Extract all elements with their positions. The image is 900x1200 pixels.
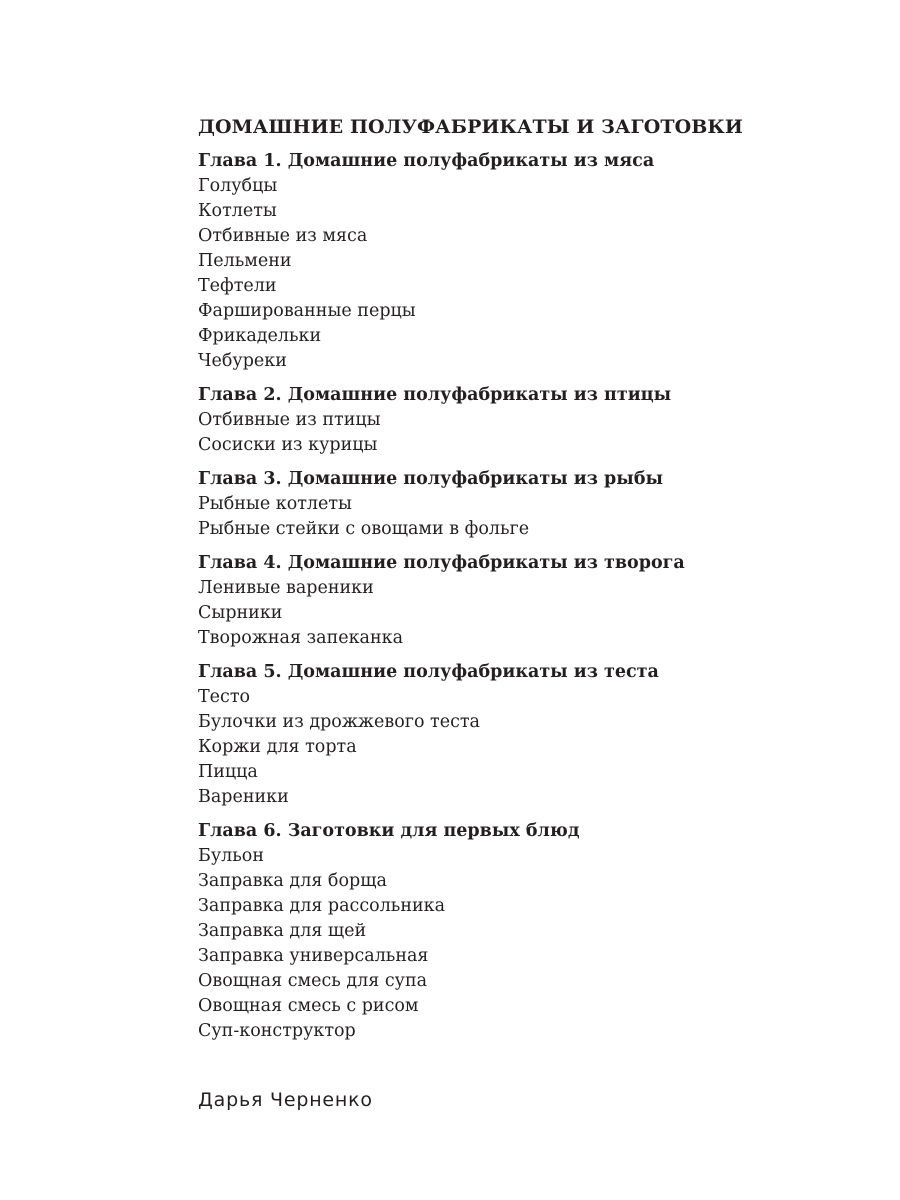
recipe-item: Отбивные из птицы xyxy=(198,410,381,430)
chapter-title: Глава 6. Заготовки для первых блюд xyxy=(198,821,580,841)
chapter-5 xyxy=(198,659,818,810)
recipe-list xyxy=(198,408,818,458)
recipe-item: Чебуреки xyxy=(198,351,287,371)
chapter-3 xyxy=(198,466,818,542)
chapter-title: Глава 3. Домашние полуфабрикаты из рыбы xyxy=(198,469,664,489)
recipe-item: Заправка универсальная xyxy=(198,946,429,966)
recipe-item: Тесто xyxy=(198,687,251,707)
recipe-item: Вареники xyxy=(198,787,289,807)
recipe-list xyxy=(198,174,818,374)
recipe-item: Булочки из дрожжевого теста xyxy=(198,712,480,732)
recipe-item: Заправка для рассольника xyxy=(198,896,446,916)
recipe-item: Рыбные котлеты xyxy=(198,494,352,514)
recipe-item: Голубцы xyxy=(198,176,278,196)
recipe-list xyxy=(198,844,818,1044)
recipe-item: Заправка для щей xyxy=(198,921,367,941)
author-name: Дарья Черненко xyxy=(198,1089,373,1111)
chapter-title: Глава 5. Домашние полуфабрикаты из теста xyxy=(198,662,659,682)
recipe-item: Ленивые вареники xyxy=(198,578,374,598)
recipe-item: Пельмени xyxy=(198,251,292,271)
recipe-list xyxy=(198,576,818,651)
recipe-item: Творожная запеканка xyxy=(198,628,404,648)
chapter-title: Глава 2. Домашние полуфабрикаты из птицы xyxy=(198,385,672,405)
recipe-item: Суп-конструктор xyxy=(198,1021,356,1041)
recipe-item: Тефтели xyxy=(198,276,277,296)
chapter-title: Глава 1. Домашние полуфабрикаты из мяса xyxy=(198,151,655,171)
chapter-1 xyxy=(198,148,818,374)
recipe-item: Рыбные стейки с овощами в фольге xyxy=(198,519,530,539)
recipe-item: Овощная смесь для супа xyxy=(198,971,428,991)
recipe-list xyxy=(198,685,818,810)
recipe-item: Пицца xyxy=(198,762,258,782)
recipe-item: Заправка для борща xyxy=(198,871,387,891)
table-of-contents xyxy=(198,148,818,1052)
recipe-item: Котлеты xyxy=(198,201,277,221)
recipe-item: Овощная смесь с рисом xyxy=(198,996,419,1016)
recipe-item: Фаршированные перцы xyxy=(198,301,416,321)
recipe-list xyxy=(198,492,818,542)
recipe-item: Отбивные из мяса xyxy=(198,226,368,246)
chapter-2 xyxy=(198,382,818,458)
recipe-item: Сосиски из курицы xyxy=(198,435,378,455)
chapter-6 xyxy=(198,818,818,1044)
chapter-title: Глава 4. Домашние полуфабрикаты из творога xyxy=(198,553,685,573)
recipe-item: Сырники xyxy=(198,603,283,623)
book-title: ДОМАШНИЕ ПОЛУФАБРИКАТЫ И ЗАГОТОВКИ xyxy=(198,116,743,138)
recipe-item: Коржи для торта xyxy=(198,737,357,757)
recipe-item: Фрикадельки xyxy=(198,326,322,346)
recipe-item: Бульон xyxy=(198,846,265,866)
chapter-4 xyxy=(198,550,818,651)
